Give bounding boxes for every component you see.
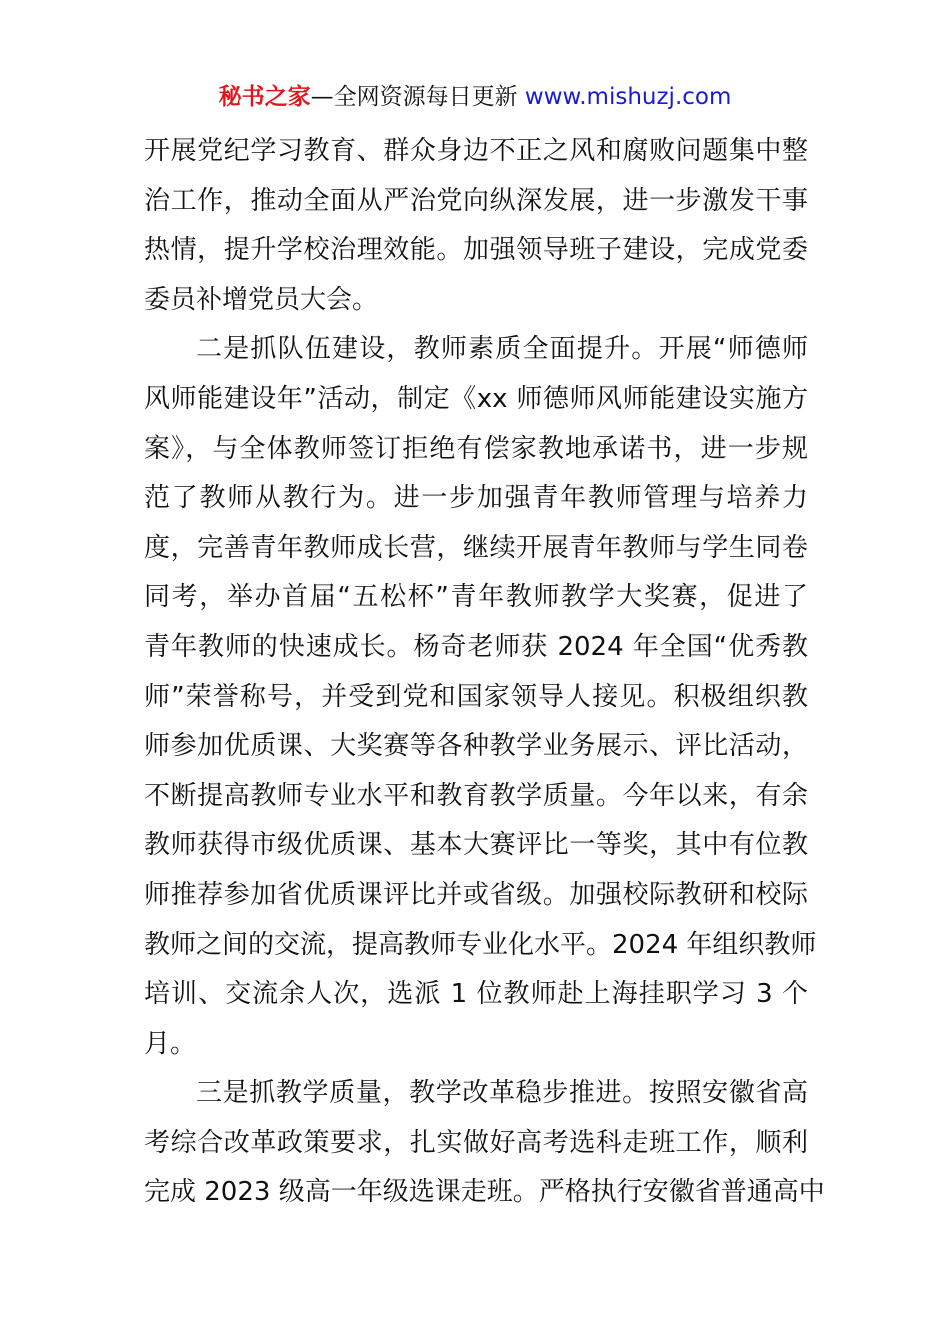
text-line: 度，完善青年教师成长营，继续开展青年教师与学生同卷 bbox=[144, 532, 808, 563]
text-line: 考综合改革政策要求，扎实做好高考选科走班工作，顺利 bbox=[144, 1127, 808, 1158]
paragraph-start-line: 三是抓教学质量，教学改革稳步推进。按照安徽省高 bbox=[196, 1078, 808, 1109]
site-brand: 秘书之家 bbox=[218, 84, 311, 110]
text-line: 青年教师的快速成长。杨奇老师获 2024 年全国“优秀教 bbox=[144, 631, 808, 662]
text-line: 师参加优质课、大奖赛等各种教学业务展示、评比活动， bbox=[144, 731, 808, 762]
paragraph-start-line: 二是抓队伍建设，教师素质全面提升。开展“师德师 bbox=[196, 334, 808, 365]
text-line: 开展党纪学习教育、群众身边不正之风和腐败问题集中整 bbox=[144, 136, 808, 166]
text-line: 范了教师从教行为。进一步加强青年教师管理与培养力 bbox=[144, 483, 808, 514]
text-line: 月。 bbox=[144, 1028, 197, 1059]
site-header bbox=[0, 82, 950, 112]
site-tagline: —全网资源每日更新 bbox=[310, 84, 518, 110]
text-line: 完成 2023 级高一年级选课走班。严格执行安徽省普通高中 bbox=[144, 1177, 825, 1208]
text-line: 治工作，推动全面从严治党向纵深发展，进一步激发干事 bbox=[144, 185, 808, 216]
text-line: 师推荐参加省优质课评比并或省级。加强校际教研和校际 bbox=[144, 879, 808, 910]
site-url-link[interactable]: www.mishuzj.com bbox=[524, 84, 732, 110]
text-line: 风师能建设年”活动，制定《xx 师德师风师能建设实施方 bbox=[144, 383, 808, 414]
text-line: 案》，与全体教师签订拒绝有偿家教地承诺书，进一步规 bbox=[144, 433, 808, 464]
text-line: 同考，举办首届“五松杯”青年教师教学大奖赛，促进了 bbox=[144, 582, 808, 613]
text-line: 委员补增党员大会。 bbox=[144, 284, 379, 315]
text-line: 热情，提升学校治理效能。加强领导班子建设，完成党委 bbox=[144, 235, 808, 266]
text-line: 不断提高教师专业水平和教育教学质量。今年以来，有余 bbox=[144, 780, 808, 811]
document-body bbox=[144, 127, 825, 1218]
text-line: 教师获得市级优质课、基本大赛评比一等奖，其中有位教 bbox=[144, 830, 808, 861]
text-line: 培训、交流余人次，选派 1 位教师赴上海挂职学习 3 个 bbox=[144, 979, 808, 1010]
text-line: 师”荣誉称号，并受到党和国家领导人接见。积极组织教 bbox=[144, 681, 808, 712]
text-line: 教师之间的交流，提高教师专业化水平。2024 年组织教师 bbox=[144, 929, 817, 960]
